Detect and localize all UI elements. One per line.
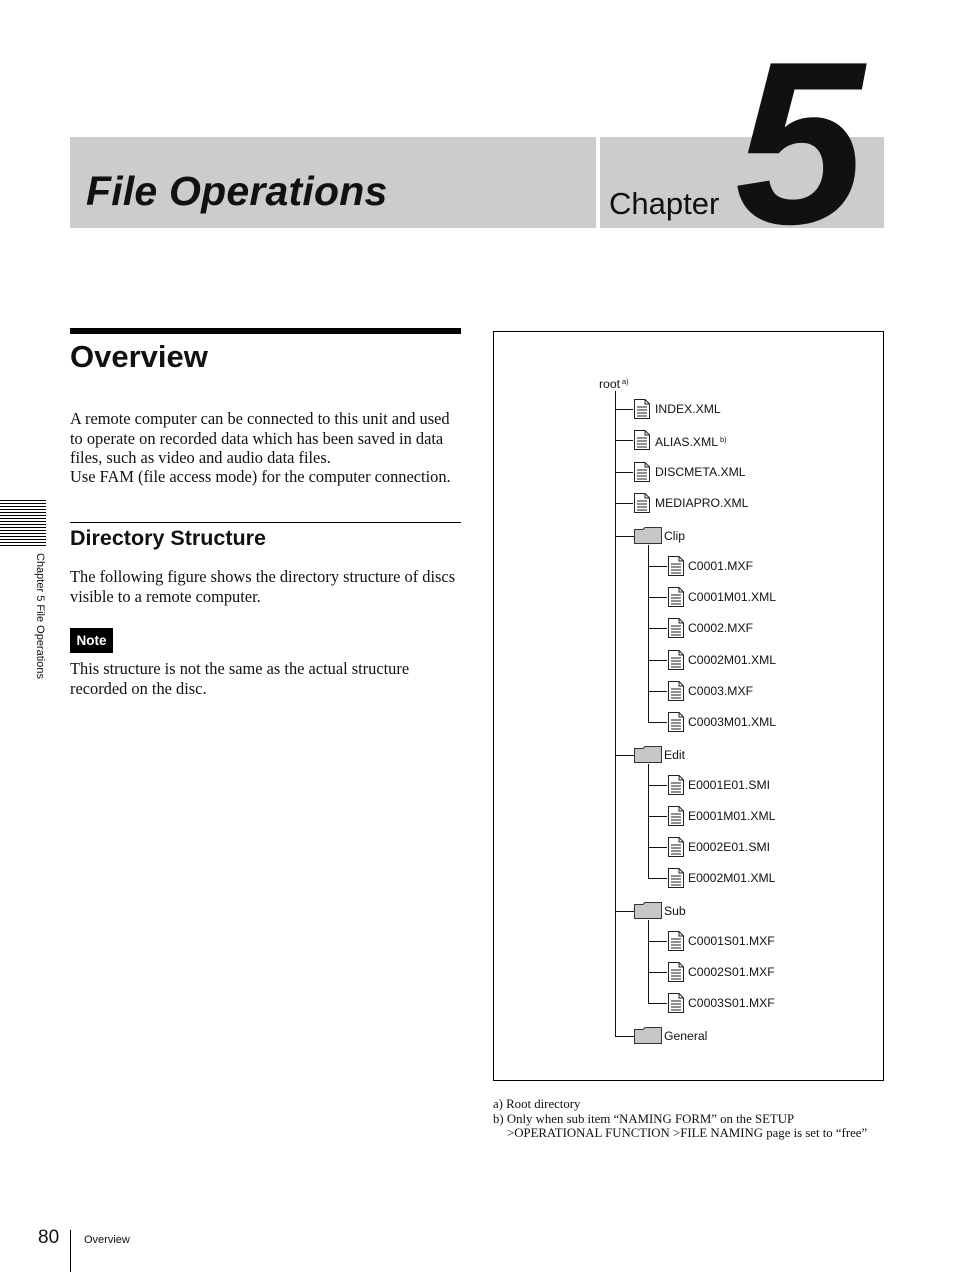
directory-paragraph: The following figure shows the directory structure of discs visible to a remote computer.	[70, 567, 456, 606]
file-icon	[668, 931, 684, 951]
file-icon	[668, 837, 684, 857]
tree-connector	[648, 722, 667, 723]
tree-file-label: C0001S01.MXF	[688, 934, 775, 948]
tree-file-label: C0001M01.XML	[688, 590, 777, 605]
tree-file-label: C0002S01.MXF	[688, 965, 775, 980]
tree-connector	[648, 920, 649, 1004]
tree-connector	[615, 755, 635, 756]
tree-connector	[648, 941, 667, 942]
tree-connector	[648, 566, 667, 567]
tree-connector	[648, 816, 667, 817]
tree-connector	[648, 691, 667, 692]
tree-file-label: C0002.MXF	[688, 621, 754, 636]
file-icon	[668, 650, 684, 670]
tree-connector	[648, 628, 667, 629]
file-icon	[634, 399, 650, 419]
tree-file-label: C0002M01.XML	[688, 652, 777, 667]
tree-file-label: INDEX.XML	[655, 402, 721, 416]
folder-icon	[634, 902, 662, 919]
tree-connector	[648, 545, 649, 723]
overview-paragraph-2: Use FAM (file access mode) for the computer connection.	[70, 467, 451, 486]
chapter-label: Chapter	[609, 186, 720, 221]
folder-icon	[634, 746, 662, 763]
file-icon	[668, 618, 684, 638]
tree-file-label: MEDIAPRO.XML	[655, 495, 749, 510]
tree-connector	[615, 440, 633, 441]
file-icon	[634, 462, 650, 482]
file-icon	[668, 775, 684, 795]
tree-connector	[615, 409, 633, 410]
page-number: 80	[38, 1227, 60, 1248]
tree-file-label: C0003.MXF	[688, 683, 754, 698]
tree-connector	[615, 472, 633, 473]
tree-connector	[648, 847, 667, 848]
tree-connector	[615, 503, 633, 504]
note-text: This structure is not the same as the actual structure recorded on the disc.	[70, 659, 410, 698]
tree-folder-label: Edit	[664, 747, 686, 762]
tree-folder-label: Sub	[664, 904, 686, 918]
tree-connector	[648, 972, 667, 973]
tree-connector	[615, 911, 635, 912]
side-tab-label: Chapter 5 File Operations	[34, 553, 46, 679]
tree-connector	[648, 764, 649, 879]
file-icon	[668, 587, 684, 607]
note-badge: Note	[70, 628, 113, 653]
tree-connector	[648, 597, 667, 598]
tree-file-label: C0003S01.MXF	[688, 996, 775, 1011]
chapter-title: File Operations	[86, 168, 388, 214]
tree-connector	[615, 536, 635, 537]
directory-heading: Directory Structure	[70, 526, 266, 550]
tree-folder-label: General	[664, 1029, 708, 1044]
file-icon	[668, 712, 684, 732]
footer-divider	[70, 1230, 71, 1272]
file-icon	[668, 962, 684, 982]
file-icon	[634, 430, 650, 450]
tree-folder-label: Clip	[664, 529, 685, 544]
tree-connector	[615, 391, 616, 1037]
tree-connector	[648, 878, 667, 879]
tree-connector	[648, 1003, 667, 1004]
tree-root-label: root $^{a)}$	[599, 377, 629, 391]
file-icon	[668, 681, 684, 701]
file-icon	[634, 493, 650, 513]
tree-connector	[615, 1036, 635, 1037]
tree-file-label: ALIAS.XML $^{b)}$	[655, 435, 727, 450]
footer-section: Overview	[84, 1234, 130, 1246]
tree-connector	[648, 660, 667, 661]
chapter-number: 5	[735, 14, 865, 273]
footnote-a: a) Root directory	[493, 1097, 581, 1111]
tree-file-label: DISCMETA.XML	[655, 464, 746, 479]
file-icon	[668, 806, 684, 826]
tree-file-label: C0003M01.XML	[688, 714, 777, 729]
tree-connector	[648, 785, 667, 786]
file-icon	[668, 556, 684, 576]
tree-file-label: E0002E01.SMI	[688, 839, 770, 854]
folder-icon	[634, 527, 662, 544]
tree-file-label: E0001E01.SMI	[688, 777, 770, 792]
tree-file-label: C0001.MXF	[688, 559, 754, 574]
footnote-b-line-2: >OPERATIONAL FUNCTION >FILE NAMING page is set to “free”	[507, 1126, 868, 1140]
file-icon	[668, 993, 684, 1013]
tree-file-label: E0002M01.XML	[688, 871, 776, 885]
overview-paragraph-1: A remote computer can be connected to this unit and used to operate on recorded data which has been saved in data files, such as video and audio data files.	[70, 409, 450, 467]
overview-heading: Overview	[70, 339, 208, 374]
tree-file-label: E0001M01.XML	[688, 808, 776, 823]
footnote-b-line-1: b) Only when sub item “NAMING FORM” on the SETUP	[493, 1112, 795, 1126]
file-icon	[668, 868, 684, 888]
folder-icon	[634, 1027, 662, 1044]
